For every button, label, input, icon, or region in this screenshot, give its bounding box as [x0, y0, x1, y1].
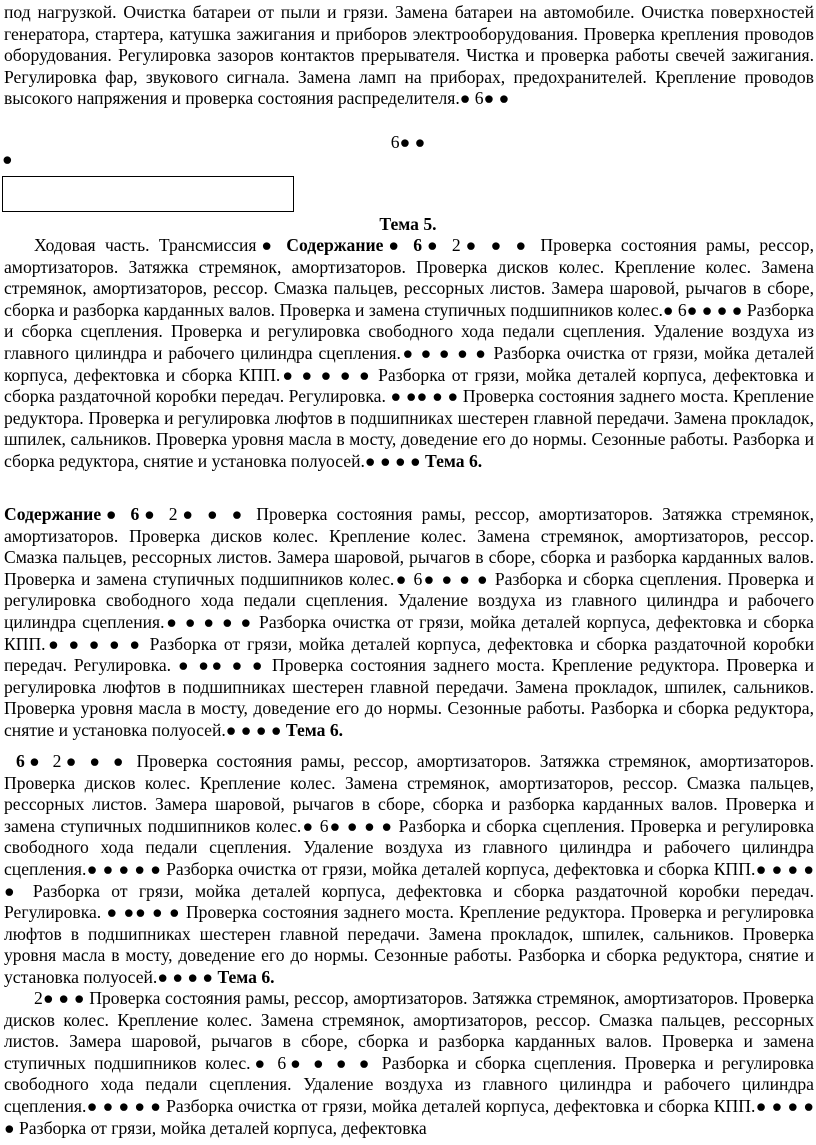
lone-bullet: ● — [2, 149, 13, 169]
heading-tema-5: Тема 5. — [379, 214, 437, 234]
section-3-body: 2● ● ● Проверка состояния рамы, рессор, амортизаторов. Затяжка стремянок, амортизаторов. Проверка дисков колес. Крепление колес. Замена стремянок, амортизаторов, рессор. Смазка пальцев, рессорных листов. Замера шаровой, рычагов в сборе, сборка и разборка карданных валов. Проверка и замена ступичных подшипников колес.● 6● ● ● ● Разборка и сборка сцепления. Проверка и регулировка свободного хода педали сцепления. Удаление воздуха из главного цилиндра и рабочего цилиндра сцепления.● ● ● ● ● Разборка очистка от грязи, мойка деталей корпуса, дефектовка и сборка КПП.● ● ● ● ● Разборка от грязи, мойка деталей корпуса, дефектовка и сборка раздаточной коробки передач. Регулировка. ● ●● ● ● Проверка состояния заднего моста. Крепление редуктора. Проверка и регулировка люфтов в подшипниках шестерен главной передачи. Замена прокладок, шпилек, сальников. Проверка уровня масла в мосту, доведение его до нормы. Сезонные работы. Разборка и сборка редуктора, снятие и установка полуосей.● ● ● ● — [4, 751, 814, 987]
section-2-end-heading: Тема 6. — [285, 719, 344, 740]
section-3-end-heading: Тема 6. — [217, 966, 275, 987]
section-1-label: Содержание● 6● — [286, 235, 443, 255]
center-marker — [0, 131, 816, 153]
intro-text: под нагрузкой. Очистка батареи от пыли и грязи. Замена батареи на автомобиле. Очистка поверхностей генератора, стартера, катушка зажигания и приборов электрооборудования. Проверка крепления проводов оборудования. Регулировка зазоров контактов прерывателя. Чистка и проверка работы свечей зажигания. Регулировка фар, звукового сигнала. Замена ламп на приборах, предохранителей. Крепление проводов высокого напряжения и проверка состояния распределителя.● 6● ● — [4, 2, 814, 109]
section-1-end-heading: Тема 6. — [425, 450, 483, 471]
section-1-paragraph — [4, 235, 814, 473]
section-3-paragraph — [4, 751, 814, 989]
section-2-paragraph — [4, 504, 814, 742]
section-1-intro: Ходовая часть. Трансмиссия● — [34, 235, 277, 255]
section-2-body: 2● ● ● Проверка состояния рамы, рессор, амортизаторов. Затяжка стремянок, амортизаторов. Проверка дисков колес. Крепление колес. Замена стремянок, амортизаторов, рессор. Смазка пальцев, рессорных листов. Замера шаровой, рычагов в сборе, сборка и разборка карданных валов. Проверка и замена ступичных подшипников колес.● 6● ● ● ● Разборка и сборка сцепления. Проверка и регулировка свободного хода педали сцепления. Удаление воздуха из главного цилиндра и рабочего цилиндра сцепления.● ● ● ● ● Разборка очистка от грязи, мойка деталей корпуса, дефектовка и сборка КПП.● ● ● ● ● Разборка от грязи, мойка деталей корпуса, дефектовка и сборка раздаточной коробки передач. Регулировка. ● ●● ● ● Проверка состояния заднего моста. Крепление редуктора. Проверка и регулировка люфтов в подшипниках шестерен главной передачи. Замена прокладок, шпилек, сальников. Проверка уровня масла в мосту, доведение его до нормы. Сезонные работы. Разборка и сборка редуктора, снятие и установка полуосей.● ● ● ● — [4, 504, 815, 740]
section-2-label: Содержание● 6● — [4, 504, 160, 524]
intro-paragraph — [4, 2, 814, 110]
section-4-body: 2● ● ● Проверка состояния рамы, рессор, амортизаторов. Затяжка стремянок, амортизаторов. Проверка дисков колес. Крепление колес. Замена стремянок, амортизаторов, рессор. Смазка пальцев, рессорных листов. Замера шаровой, рычагов в сборе, сборка и разборка карданных валов. Проверка и замена ступичных подшипников колес.● 6● ● ● ● Разборка и сборка сцепления. Проверка и регулировка свободного хода педали сцепления. Удаление воздуха из главного цилиндра и рабочего цилиндра сцепления.● ● ● ● ● Разборка очистка от грязи, мойка деталей корпуса, дефектовка и сборка КПП.● ● ● ● ● Разборка от грязи, мойка деталей корпуса, дефектовка — [4, 988, 814, 1138]
center-marker-text: 6● ● — [390, 132, 426, 152]
section-4-paragraph — [4, 988, 814, 1139]
blank-input-box — [2, 176, 294, 212]
section-1-body: 2● ● ● Проверка состояния рамы, рессор, амортизаторов. Затяжка стремянок, амортизаторов. Проверка дисков колес. Крепление колес. Замена стремянок, амортизаторов, рессор. Смазка пальцев, рессорных листов. Замера шаровой, рычагов в сборе, сборка и разборка карданных валов. Проверка и замена ступичных подшипников колес.● 6● ● ● ● Разборка и сборка сцепления. Проверка и регулировка свободного хода педали сцепления. Удаление воздуха из главного цилиндра и рабочего цилиндра сцепления.● ● ● ● ● Разборка очистка от грязи, мойка деталей корпуса, дефектовка и сборка КПП.● ● ● ● ● Разборка от грязи, мойка деталей корпуса, дефектовка и сборка раздаточной коробки передач. Регулировка. ● ●● ● ● Проверка состояния заднего моста. Крепление редуктора. Проверка и регулировка люфтов в подшипниках шестерен главной передачи. Замена прокладок, шпилек, сальников. Проверка уровня масла в мосту, доведение его до нормы. Сезонные работы. Разборка и сборка редуктора, снятие и установка полуосей.● ● ● ● — [4, 235, 814, 471]
section-3-lead: 6● — [16, 751, 44, 771]
